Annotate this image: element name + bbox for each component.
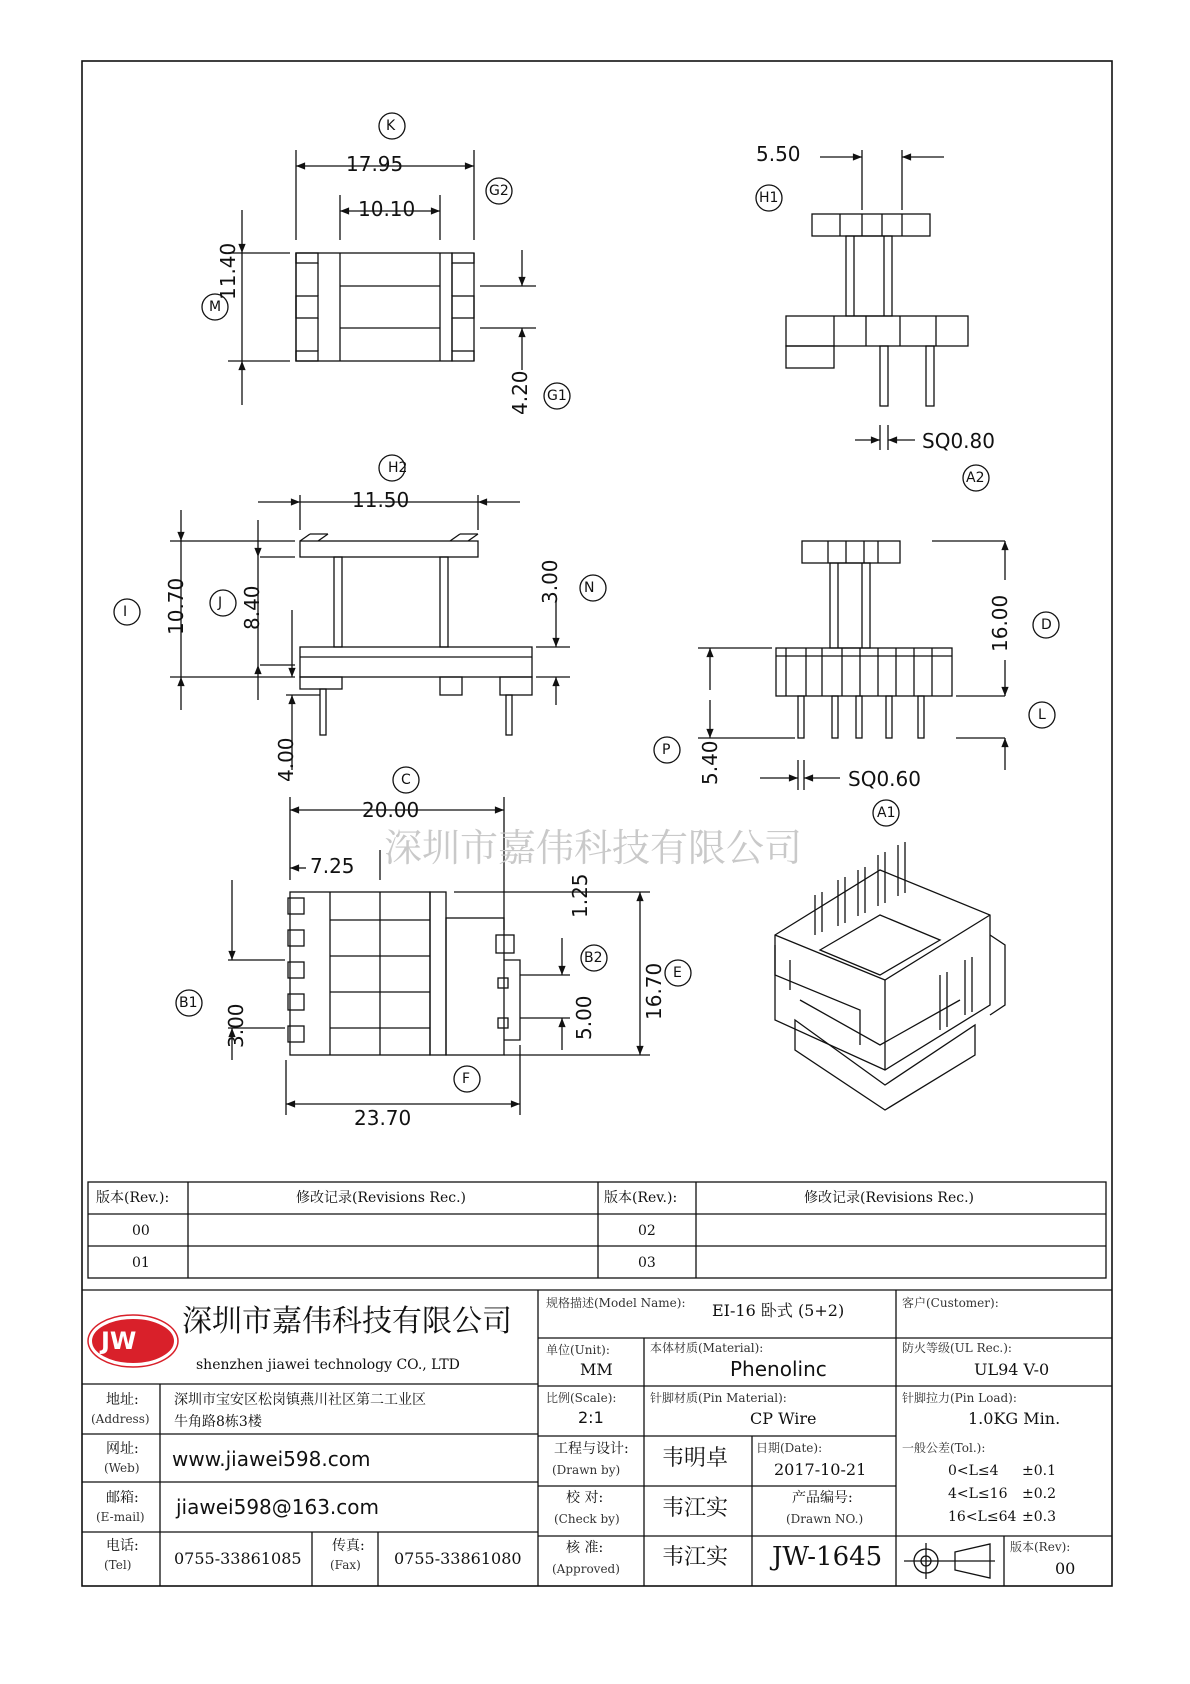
label-a1: A1	[877, 805, 896, 821]
label-c: C	[401, 772, 411, 788]
label-b1: B1	[179, 995, 198, 1011]
material-label: 本体材质(Material):	[650, 1341, 764, 1355]
pin-material-label: 针脚材质(Pin Material):	[650, 1391, 787, 1405]
label-l: L	[1038, 707, 1046, 723]
label-f: F	[462, 1071, 471, 1087]
rev-row-00: 00	[132, 1223, 150, 1239]
logo-text: JW	[101, 1327, 137, 1355]
label-p: P	[662, 742, 671, 758]
rev-value: 00	[1055, 1559, 1076, 1578]
tel-label-cn: 电话:	[106, 1538, 139, 1554]
dim-c: 20.00	[362, 798, 420, 822]
label-e: E	[673, 965, 682, 981]
ul-value: UL94 V-0	[974, 1360, 1050, 1379]
company-name-cn: 深圳市嘉伟科技有限公司	[182, 1304, 512, 1339]
label-h1: H1	[759, 190, 779, 206]
drawn-by: 韦明卓	[662, 1446, 729, 1471]
unit-value: MM	[580, 1360, 613, 1379]
dim-bottom-left: 4.00	[274, 737, 298, 782]
rev-row-03: 03	[638, 1255, 656, 1271]
dim-p: 5.40	[698, 740, 722, 785]
drawn-label-en: (Drawn by)	[552, 1463, 621, 1477]
dim-k: 17.95	[346, 152, 404, 176]
rev-label: 版本(Rev):	[1010, 1540, 1071, 1554]
tol-value-1: ±0.1	[1022, 1463, 1056, 1479]
tel-label-en: (Tel)	[104, 1558, 132, 1572]
label-n: N	[584, 580, 595, 596]
address-label-en: (Address)	[91, 1412, 150, 1426]
check-label-en: (Check by)	[554, 1512, 620, 1526]
pin-load-label: 针脚拉力(Pin Load):	[902, 1391, 1017, 1405]
dim-a1: SQ0.60	[848, 767, 921, 791]
rev-row-01: 01	[132, 1255, 150, 1271]
scale-value: 2:1	[578, 1408, 604, 1427]
dim-i: 10.70	[164, 577, 188, 635]
scale-label: 比例(Scale):	[546, 1391, 617, 1405]
isometric-view	[775, 842, 1005, 1110]
customer-label: 客户(Customer):	[902, 1296, 999, 1310]
tol-range-1: 0<L≤4	[948, 1463, 999, 1479]
dim-n: 3.00	[538, 559, 562, 604]
web-address: www.jiawei598.com	[172, 1447, 371, 1471]
check-label-cn: 校 对:	[566, 1490, 604, 1506]
dim-g1: 4.20	[508, 370, 532, 415]
drawn-no-label-cn: 产品编号:	[792, 1490, 853, 1506]
label-g2: G2	[489, 183, 509, 199]
check-by: 韦江实	[662, 1496, 729, 1521]
web-label-cn: 网址:	[106, 1441, 139, 1457]
address-label-cn: 地址:	[106, 1392, 139, 1408]
approved-label-en: (Approved)	[552, 1562, 620, 1576]
email-label-cn: 邮箱:	[106, 1490, 139, 1506]
tol-value-3: ±0.3	[1022, 1509, 1056, 1525]
label-b2: B2	[584, 950, 603, 966]
material-value: Phenolinc	[730, 1357, 827, 1381]
dim-g2: 10.10	[358, 197, 416, 221]
drawn-no-label-en: (Drawn NO.)	[786, 1512, 864, 1526]
dim-c2: 7.25	[310, 854, 355, 878]
unit-label: 单位(Unit):	[546, 1343, 610, 1357]
dim-b1: 3.00	[224, 1003, 248, 1048]
dim-b2: 5.00	[572, 995, 596, 1040]
fax-label-en: (Fax)	[330, 1558, 361, 1572]
rec-header-left: 修改记录(Revisions Rec.)	[296, 1190, 466, 1206]
dim-f: 23.70	[354, 1106, 412, 1130]
label-h2: H2	[388, 460, 408, 476]
dim-e: 16.70	[642, 962, 666, 1020]
date-value: 2017-10-21	[774, 1460, 867, 1479]
date-label: 日期(Date):	[756, 1441, 823, 1455]
fax-number: 0755-33861080	[394, 1549, 522, 1568]
fax-label-cn: 传真:	[332, 1538, 365, 1554]
dim-d: 16.00	[988, 594, 1012, 652]
email-address: jiawei598@163.com	[176, 1495, 380, 1519]
drawn-no: JW-1645	[772, 1542, 883, 1572]
tol-range-2: 4<L≤16	[948, 1486, 1008, 1502]
model-label: 规格描述(Model Name):	[546, 1296, 686, 1310]
company-name-en: shenzhen jiawei technology CO., LTD	[196, 1357, 460, 1373]
dim-h2: 11.50	[352, 488, 410, 512]
label-a2: A2	[966, 470, 985, 486]
tol-value-2: ±0.2	[1022, 1486, 1056, 1502]
rev-header-right: 版本(Rev.):	[604, 1190, 678, 1206]
tel-number: 0755-33861085	[174, 1549, 302, 1568]
ul-label: 防火等级(UL Rec.):	[902, 1341, 1012, 1355]
dim-h1: 5.50	[756, 142, 801, 166]
address-line1: 深圳市宝安区松岗镇燕川社区第二工业区	[174, 1392, 426, 1408]
approved-by: 韦江实	[662, 1545, 729, 1570]
model-name: EI-16 卧式 (5+2)	[712, 1301, 845, 1320]
dim-j: 8.40	[240, 585, 264, 630]
approved-label-cn: 核 准:	[566, 1540, 604, 1556]
label-d: D	[1041, 617, 1052, 633]
tol-range-3: 16<L≤64	[948, 1509, 1017, 1525]
label-m: M	[209, 299, 222, 315]
dim-top-right: 1.25	[568, 873, 592, 918]
address-line2: 牛角路8栋3楼	[174, 1414, 262, 1430]
bottom-view	[176, 767, 691, 1115]
web-label-en: (Web)	[104, 1461, 140, 1475]
dim-m: 11.40	[216, 242, 240, 300]
tol-label: 一般公差(Tol.):	[902, 1441, 986, 1455]
rev-header-left: 版本(Rev.):	[96, 1190, 170, 1206]
rev-row-02: 02	[638, 1223, 656, 1239]
pin-load-value: 1.0KG Min.	[968, 1409, 1061, 1428]
label-g1: G1	[547, 388, 567, 404]
rec-header-right: 修改记录(Revisions Rec.)	[804, 1190, 974, 1206]
label-i: I	[123, 604, 128, 620]
dim-a2: SQ0.80	[922, 429, 995, 453]
label-j: J	[218, 595, 223, 611]
drawn-label-cn: 工程与设计:	[554, 1441, 629, 1457]
pin-material-value: CP Wire	[750, 1409, 817, 1428]
label-k: K	[386, 118, 396, 134]
watermark: 深圳市嘉伟科技有限公司	[384, 826, 803, 870]
email-label-en: (E-mail)	[96, 1510, 145, 1524]
